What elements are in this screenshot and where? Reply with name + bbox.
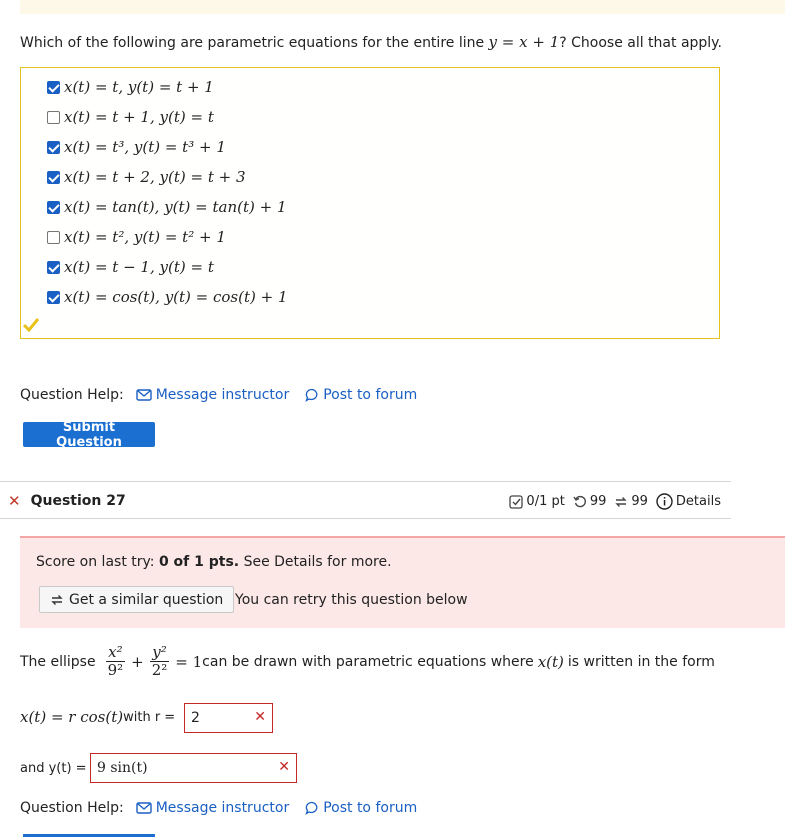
- swap-icon: [50, 593, 64, 607]
- choice-checkbox[interactable]: [47, 231, 60, 244]
- choice-7[interactable]: [47, 256, 214, 278]
- retries-count: 99: [589, 494, 607, 509]
- choice-checkbox[interactable]: [47, 141, 60, 154]
- incorrect-x-icon: ✕: [8, 492, 21, 510]
- choice-4[interactable]: [47, 166, 246, 188]
- question-help-label: Question Help:: [20, 387, 124, 403]
- question-help-label: Question Help:: [20, 800, 124, 816]
- info-icon: [656, 493, 673, 510]
- post-to-forum-link[interactable]: Post to forum: [305, 800, 417, 816]
- speech-bubble-icon: [305, 388, 319, 402]
- choice-8[interactable]: [47, 286, 288, 308]
- question-meta: [509, 493, 721, 510]
- choice-5[interactable]: [47, 196, 287, 218]
- choice-checkbox[interactable]: [47, 171, 60, 184]
- question-help-row: [20, 387, 433, 403]
- choice-label: x(t) = t², y(t) = t² + 1: [64, 228, 226, 246]
- speech-bubble-icon: [305, 801, 319, 815]
- y-answer-input[interactable]: 9 sin(t) ✕: [90, 753, 297, 783]
- choice-label: x(t) = tan(t), y(t) = tan(t) + 1: [64, 198, 287, 216]
- choice-checkbox[interactable]: [47, 201, 60, 214]
- y-form-label: and y(t) =: [20, 761, 87, 776]
- choice-label: x(t) = t + 1, y(t) = t: [64, 108, 214, 126]
- wrong-answer-x-icon: ✕: [278, 759, 290, 775]
- message-instructor-link[interactable]: Message instructor: [136, 800, 290, 816]
- question-prompt: Which of the following are parametric equations for the entire line y = x + 1? Choose all that apply.: [20, 33, 722, 51]
- choice-checkbox[interactable]: [47, 81, 60, 94]
- wrong-answer-x-icon: ✕: [254, 709, 266, 725]
- choices-box: [20, 67, 720, 339]
- retry-icon: [573, 495, 587, 509]
- mail-icon: [136, 389, 152, 401]
- question-help-row-2: [20, 800, 433, 816]
- choice-checkbox[interactable]: [47, 261, 60, 274]
- choice-3[interactable]: [47, 136, 226, 158]
- score-feedback-box: [20, 536, 785, 628]
- r-answer-input[interactable]: 2 ✕: [184, 703, 273, 733]
- choice-1[interactable]: [47, 76, 214, 98]
- score-check-icon: [509, 495, 523, 509]
- choice-2[interactable]: [47, 106, 214, 128]
- choice-label: x(t) = t + 2, y(t) = t + 3: [64, 168, 246, 186]
- previous-question-band: [20, 0, 785, 14]
- details-link[interactable]: Details: [675, 494, 721, 509]
- choice-label: x(t) = t³, y(t) = t³ + 1: [64, 138, 226, 156]
- choice-6[interactable]: [47, 226, 226, 248]
- message-instructor-link[interactable]: Message instructor: [136, 387, 290, 403]
- retry-note: You can retry this question below: [235, 592, 468, 608]
- similar-question-button[interactable]: Get a similar question: [39, 586, 234, 613]
- ellipse-prompt: The ellipse $\frac{\text{x²}}{\text{9²}}$ + $\frac{\text{y²}}{\text{2²}}$ = 1 can be drawn with parametric equations where x(t) is written in the form: [20, 643, 715, 679]
- question-27-header: [0, 481, 731, 519]
- correct-check-icon: [23, 318, 39, 332]
- score-last-try: Score on last try: 0 of 1 pts. See Details for more.: [36, 554, 392, 570]
- choice-label: x(t) = t − 1, y(t) = t: [64, 258, 214, 276]
- choice-checkbox[interactable]: [47, 111, 60, 124]
- choice-checkbox[interactable]: [47, 291, 60, 304]
- post-to-forum-link[interactable]: Post to forum: [305, 387, 417, 403]
- x-form-line: x(t) = r cos(t) with r =: [20, 708, 176, 726]
- choice-label: x(t) = cos(t), y(t) = cos(t) + 1: [64, 288, 288, 306]
- score-text: 0/1 pt: [526, 494, 565, 509]
- attempts-count: 99: [631, 494, 648, 509]
- question-27-title: ✕ Question 27: [8, 492, 126, 510]
- mail-icon: [136, 802, 152, 814]
- attempts-icon: [614, 495, 628, 509]
- submit-question-button[interactable]: Submit Question: [23, 422, 155, 447]
- choice-label: x(t) = t, y(t) = t + 1: [64, 78, 214, 96]
